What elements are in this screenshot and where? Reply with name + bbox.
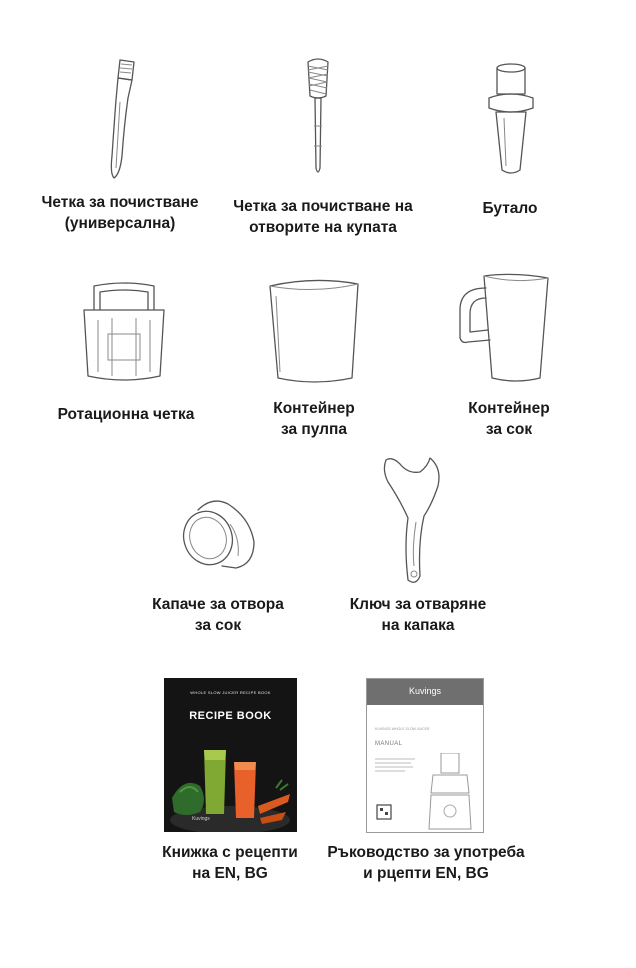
pusher-icon xyxy=(484,60,538,182)
caption-spout-cap: Капаче за отвора за сок xyxy=(152,596,284,634)
caption-juice-container: Контейнер за сок xyxy=(468,400,550,438)
recipe-book-cover xyxy=(164,678,297,832)
caption-brush-holes: Четка за почистване на отворите на купата xyxy=(233,198,413,236)
caption-brush-universal: Четка за почистване (универсална) xyxy=(41,194,199,232)
cleaning-brush-icon xyxy=(102,56,146,184)
caption-recipe-book: Книжка с рецепти на EN, BG xyxy=(162,844,298,882)
manual-cover-juicer-illustration xyxy=(375,753,481,831)
recipe-book-cover-brand: Kuvings xyxy=(192,816,210,822)
juice-glasses-illustration xyxy=(164,736,297,832)
caption-pusher: Бутало xyxy=(482,200,538,217)
juice-container-icon xyxy=(454,270,554,386)
caption-lid-key: Ключ за отваряне на капака xyxy=(349,596,487,634)
caption-rotating-brush: Ротационна четка xyxy=(57,406,195,423)
spout-cap-icon xyxy=(178,494,264,574)
manual-cover xyxy=(366,678,484,833)
hole-cleaning-brush-icon xyxy=(300,56,336,184)
rotating-brush-icon xyxy=(78,280,170,384)
manual-cover-subtitle: KUVINGS WHOLE SLOW JUICER xyxy=(375,727,430,731)
caption-manual: Ръководство за употреба и рцепти EN, BG xyxy=(327,844,525,882)
recipe-book-cover-title: RECIPE BOOK xyxy=(189,710,272,722)
caption-pulp-container: Контейнер за пулпа xyxy=(273,400,355,438)
recipe-book-cover-header: WHOLE SLOW JUICER RECIPE BOOK xyxy=(190,690,271,695)
lid-key-icon xyxy=(378,452,450,588)
manual-cover-title: MANUAL xyxy=(375,741,403,747)
manual-cover-brand: Kuvings xyxy=(408,686,442,696)
pulp-container-icon xyxy=(264,276,364,386)
